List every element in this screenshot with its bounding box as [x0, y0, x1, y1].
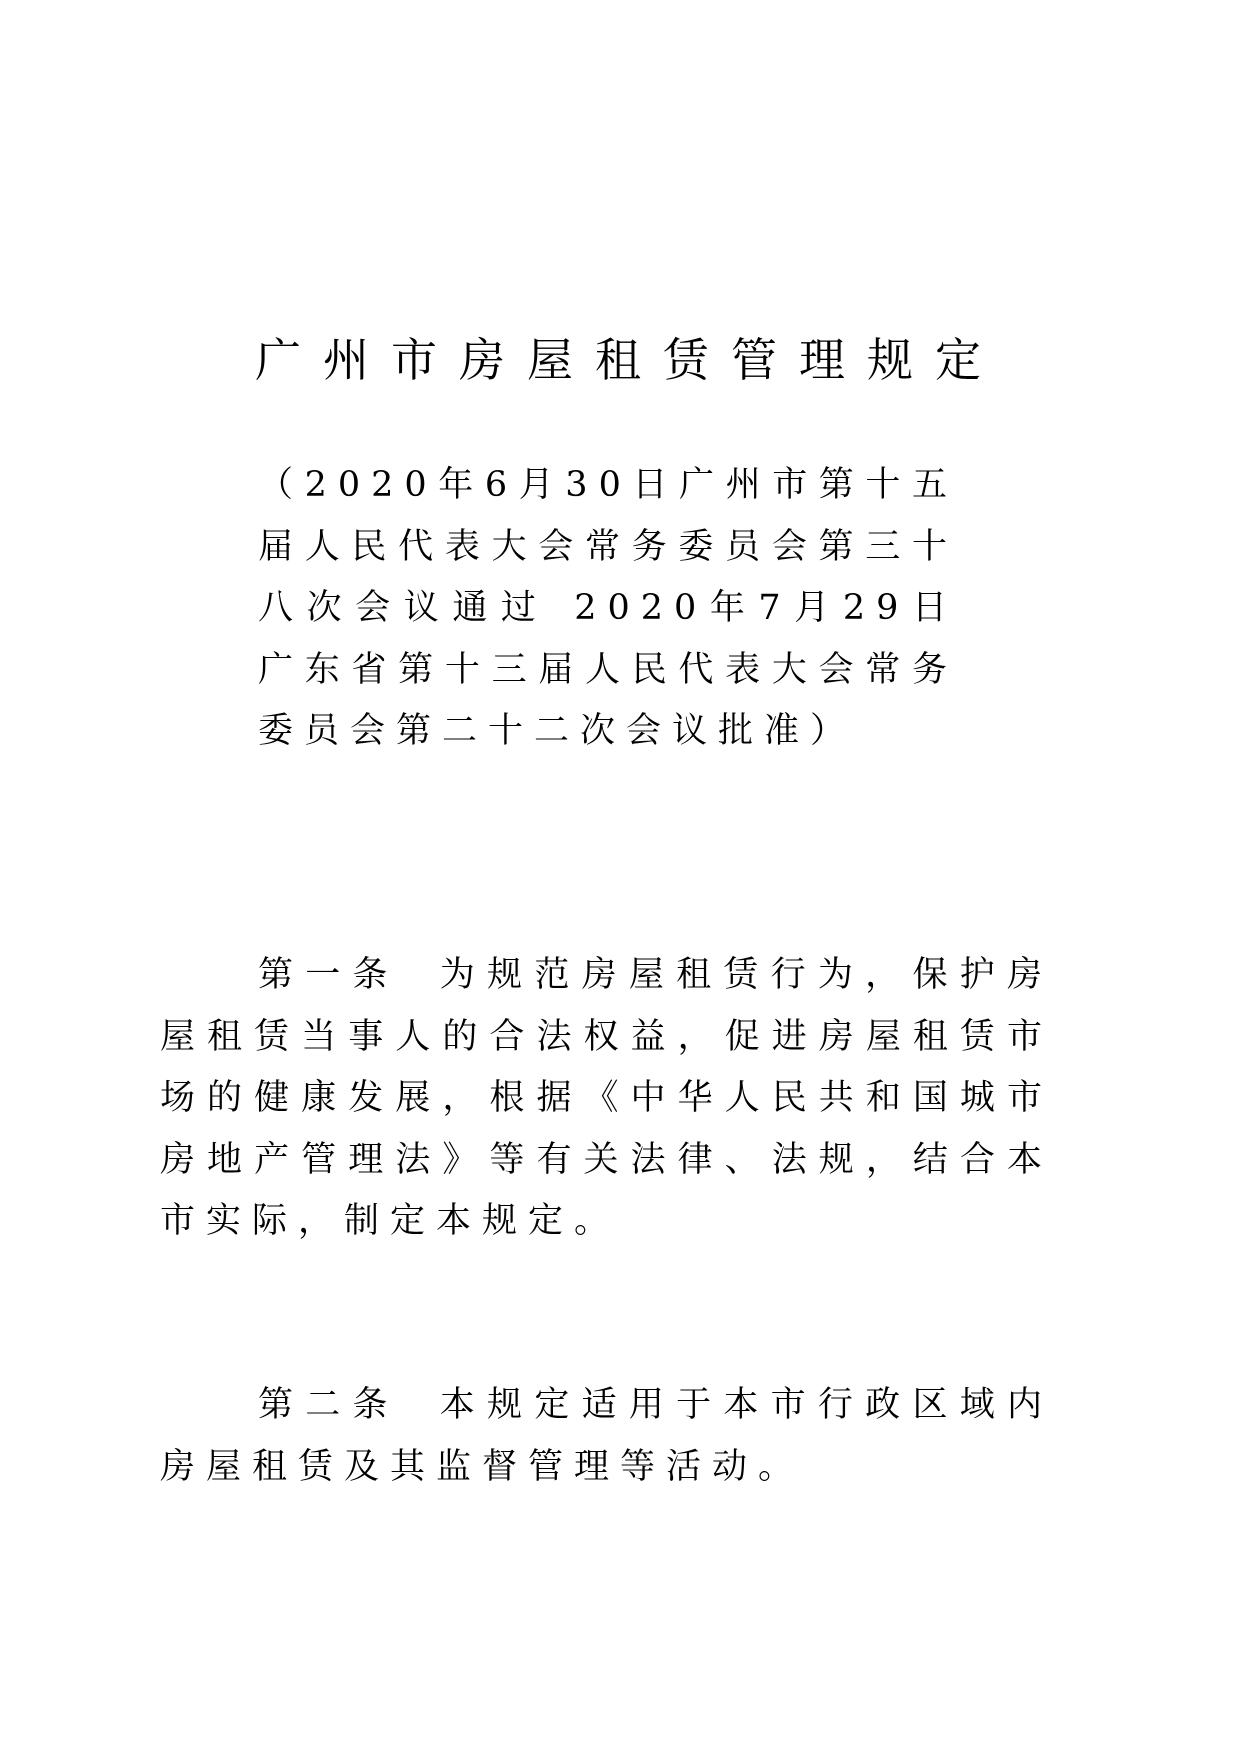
- article-1-text: 为规范房屋租赁行为，保护房屋租赁当事人的合法权益，促进房屋租赁市场的健康发展，根据《中华人民共和国城市房地产管理法》等有关法律、法规，结合本市实际，制定本规定。: [160, 955, 1053, 1241]
- document-subtitle: （2020年6月30日广州市第十五届人民代表大会常务委员会第三十八次会议通过 2020年7月29日广东省第十三届人民代表大会常务委员会第二十二次会议批准）: [258, 465, 958, 751]
- article-1-label: 第一条: [258, 955, 400, 995]
- article-2-text: 本规定适用于本市行政区域内房屋租赁及其监督管理等活动。: [160, 1385, 1053, 1487]
- document-title: 广州市房屋租赁管理规定: [255, 333, 1003, 387]
- article-1: [160, 945, 1053, 1253]
- article-2: [160, 1375, 1053, 1498]
- article-2-label: 第二条: [258, 1385, 400, 1425]
